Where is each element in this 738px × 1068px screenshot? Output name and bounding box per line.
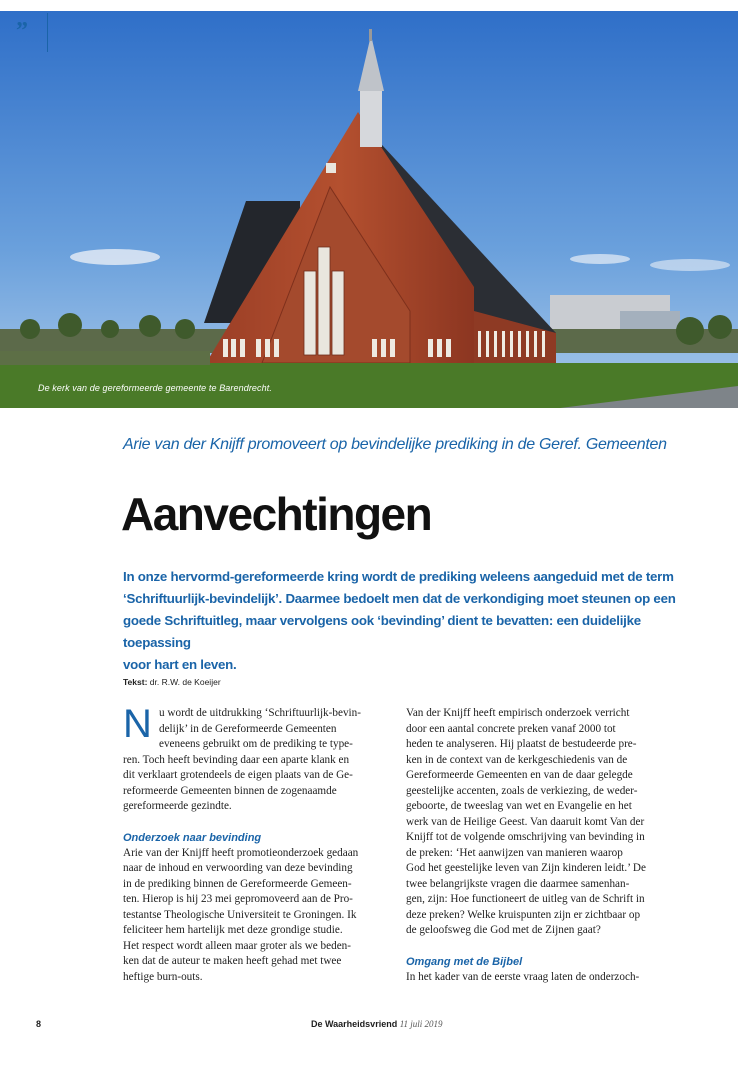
text-line: ten. Hierop is hij 23 mei gepromoveerd aan de Pro-: [123, 893, 353, 905]
text-line: feliciteer hem hartelijk met deze grondige studie.: [123, 924, 343, 936]
page-number: 8: [36, 1019, 42, 1029]
text-line: Gereformeerde Gemeenten en van de daar gelegde: [406, 769, 633, 781]
byline-label: Tekst:: [123, 677, 148, 687]
text-line: werk van de Heilige Geest. Van daaruit komt Van der: [406, 815, 645, 828]
subheading: Omgang met de Bijbel: [406, 955, 523, 968]
text-line: geestelijke accenten, zoals de verkiezing, de weder-: [406, 784, 638, 797]
text-line: Het respect wordt alleen maar groter als we beden-: [123, 939, 351, 952]
text-line: deze preken? Welke kruispunten zijn er zichtbaar op: [406, 908, 641, 921]
text-line: door een aantal concrete preken vanaf 2000 tot: [406, 722, 616, 735]
text-line: de preken: ‘Het aanwijzen van manieren waarop: [406, 846, 623, 859]
text-line: ren. Toch heeft bevinding daar een aparte klank en: [123, 753, 350, 766]
article-headline: Aanvechtingen: [121, 488, 432, 540]
paragraph: [406, 970, 668, 986]
intro-line: voor hart en leven.: [123, 657, 237, 672]
quote-mark-icon: ”: [16, 18, 28, 44]
text-line: Knijff tot de volgende omschrijving van bevinding in: [406, 831, 645, 843]
paragraph: [406, 706, 668, 939]
intro-line: goede Schriftuitleg, maar vervolgens ook ‘bevinding’ dient te bevatten: een duidelijke toepassing: [123, 613, 641, 650]
text-line: gereformeerde gezindte.: [123, 800, 232, 812]
drop-cap: N: [123, 702, 152, 746]
issue-date: 11 juli 2019: [399, 1019, 443, 1029]
text-line: de geloofsweg die God met de Zijnen gaat?: [406, 924, 601, 936]
text-line: gen, zijn: Hoe functioneert de uitleg van de Schrift in: [406, 893, 645, 905]
text-line: reformeerde Gemeenten binnen de zogenaamde: [123, 784, 337, 797]
footer-magazine: [311, 1019, 443, 1029]
text-line: delijk’ in de Gereformeerde Gemeenten: [159, 722, 337, 735]
byline: [123, 677, 221, 687]
church-photo-icon: [0, 11, 738, 408]
column-right: [406, 706, 668, 985]
intro-line: In onze hervormd-gereformeerde kring wordt de prediking weleens aangeduid met de term: [123, 569, 674, 584]
photo-caption: De kerk van de gereformeerde gemeente te Barendrecht.: [38, 383, 272, 393]
text-line: eveneens gebruikt om de prediking te type-: [159, 738, 353, 750]
intro-line: ‘Schriftuurlijk-bevindelijk’. Daarmee bedoelt men dat de verkondiging moet steunen op een: [123, 591, 676, 606]
text-line: ken dat de auteur te maken heeft gehad met twee: [123, 955, 342, 967]
magazine-name: De Waarheidsvriend: [311, 1019, 398, 1029]
text-line: heden te analyseren. Hij plaatst de bestudeerde pre-: [406, 738, 637, 750]
article-kicker: Arie van der Knijff promoveert op bevindelijke prediking in de Geref. Gemeenten: [123, 436, 667, 453]
column-left: [123, 702, 385, 985]
text-line: heftige burn-outs.: [123, 970, 203, 983]
quote-rule: [47, 13, 48, 52]
text-line: In het kader van de eerste vraag laten de onderzoch-: [406, 970, 640, 983]
text-line: u wordt de uitdrukking ‘Schriftuurlijk-bevin-: [159, 707, 361, 719]
subheading: Onderzoek naar bevinding: [123, 831, 262, 844]
text-line: dit verklaart grotendeels de eigen plaats van de Ge-: [123, 769, 353, 781]
text-line: twee belangrijkste vragen die daarmee samenhan-: [406, 877, 630, 890]
text-line: testantse Theologische Universiteit te Groningen. Ik: [123, 908, 357, 921]
text-line: Van der Knijff heeft empirisch onderzoek verricht: [406, 707, 630, 719]
paragraph: [123, 846, 385, 986]
text-line: geboorte, de tweeslag van wet en Evangelie en het: [406, 800, 632, 812]
church-photo: [0, 11, 738, 408]
text-line: Arie van der Knijff heeft promotieonderzoek gedaan: [123, 846, 359, 859]
byline-author: dr. R.W. de Koeijer: [149, 677, 221, 687]
text-line: God het geestelijke leven van Zijn kinderen leidt.’ De: [406, 862, 646, 874]
article-intro: [123, 566, 683, 676]
text-line: ken in de context van de kerkgeschiedenis van de: [406, 753, 628, 766]
paragraph: [123, 702, 385, 815]
text-line: in de prediking binnen de Gereformeerde Gemeen-: [123, 877, 352, 890]
text-line: naar de inhoud en verwoording van deze bevinding: [123, 862, 353, 874]
